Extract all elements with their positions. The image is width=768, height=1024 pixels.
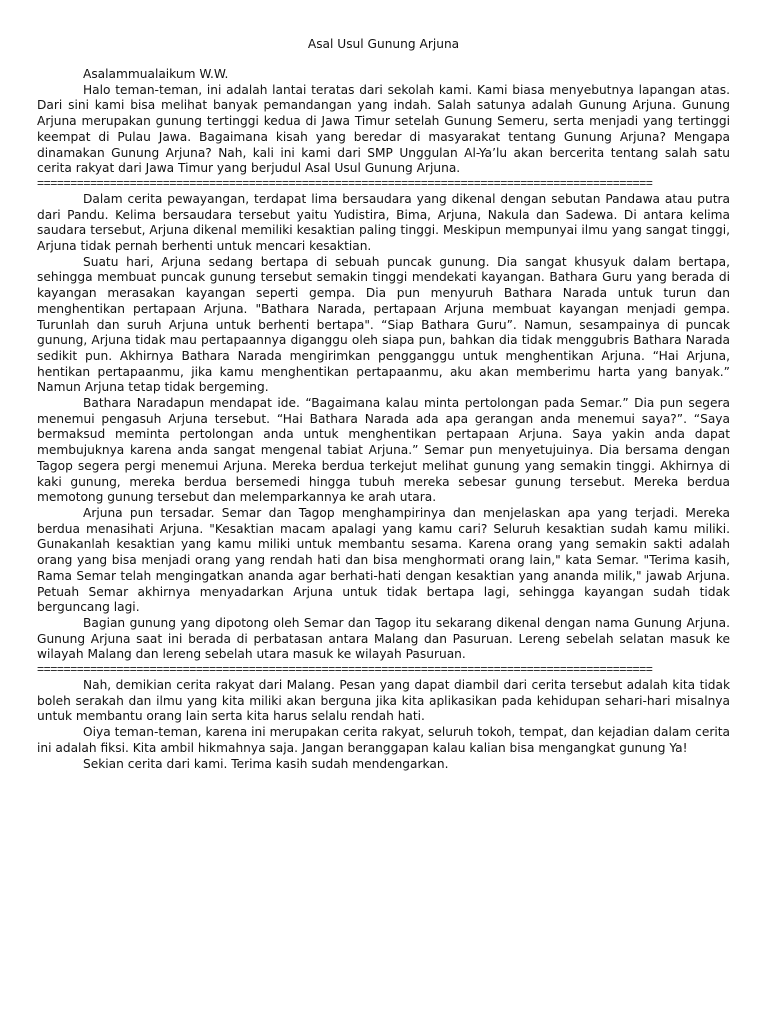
story-paragraph: Dalam cerita pewayangan, terdapat lima bersaudara yang dikenal dengan sebutan Pandawa atau putra dari Pandu. Kelima bersaudara tersebut yaitu Yudistira, Bima, Arjuna, Nakula dan Sadewa. Di antara kelima saudara tersebut, Arjuna dikenal memiliki kesaktian paling tinggi. Meskipun mempunyai ilmu yang sangat tinggi, Arjuna tidak pernah berhenti untuk mencari kesaktian. — [37, 191, 730, 254]
story-paragraph: Bathara Naradapun mendapat ide. “Bagaimana kalau minta pertolongan pada Semar.” Dia pun segera menemui pengasuh Arjuna tersebut. “Hai Bathara Narada ada apa gerangan anda menemui saya?”. “Saya bermaksud meminta pertolongan anda untuk menghentikan pertapaan Arjuna. Saya yakin anda dapat membujuknya karena anda sangat mengenal tabiat Arjuna.” Semar pun menyetujuinya. Dia bersama dengan Tagop segera pergi menemui Arjuna. Mereka berdua terkejut melihat gunung yang semakin tinggi. Akhirnya di kaki gunung, mereka berdua bersemedi hingga tubuh mereka sebesar gunung tersebut. Mereka berdua memotong gunung tersebut dan melemparkannya ke arah utara. — [37, 396, 730, 505]
story-paragraph: Arjuna pun tersadar. Semar dan Tagop menghampirinya dan menjelaskan apa yang terjadi. Mereka berdua menasihati Arjuna. "Kesaktian macam apalagi yang kamu cari? Seluruh kesaktian sudah kamu miliki. Gunakanlah kesaktian yang kamu miliki untuk membantu sesama. Karena orang yang semakin sakti adalah orang yang bisa menjadi orang yang rendah hati dan bisa menghormati orang lain," kata Semar. "Terima kasih, Rama Semar telah mengingatkan ananda agar berhati-hati dengan kesaktian yang ananda milik," jawab Arjuna. Petuah Semar akhirnya menyadarkan Arjuna untuk tidak bertapa lagi, sehingga kayangan sudah tidak berguncang lagi. — [37, 505, 730, 615]
story-paragraph: Suatu hari, Arjuna sedang bertapa di sebuah puncak gunung. Dia sangat khusyuk dalam bertapa, sehingga membuat puncak gunung tersebut semakin tinggi mendekati kayangan. Bathara Guru yang berada di kayangan merasakan kayangan seperti gempa. Dia pun menyuruh Bathara Narada untuk turun dan menghentikan pertapaan Arjuna. "Bathara Narada, pertapaan Arjuna membuat kayangan menjadi gempa. Turunlah dan suruh Arjuna untuk berhenti bertapa". “Siap Bathara Guru”. Namun, sesampainya di puncak gunung, Arjuna tidak mau pertapaannya diganggu oleh siapa pun, bahkan dia tidak menggubris Bathara Narada sedikit pun. Akhirnya Bathara Narada mengirimkan pengganggu untuk menghentikan Arjuna. “Hai Arjuna, hentikan pertapaanmu, jika kamu menghentikan pertapaanmu, aku akan memberimu harta yang banyak.” Namun Arjuna tetap tidak bergeming. — [37, 254, 730, 395]
closing-paragraph: Nah, demikian cerita rakyat dari Malang. Pesan yang dapat diambil dari cerita tersebut adalah kita tidak boleh serakah dan ilmu yang kita miliki akan berguna jika kita aplikasikan pada kehidupan sehari-hari misalnya untuk membantu orang lain serta kita harus selalu rendah hati. — [37, 678, 730, 724]
closing-paragraph: Sekian cerita dari kami. Terima kasih sudah mendengarkan. — [83, 756, 449, 771]
closing-paragraph: Oiya teman-teman, karena ini merupakan cerita rakyat, seluruh tokoh, tempat, dan kejadian dalam cerita ini adalah fiksi. Kita ambil hikmahnya saja. Jangan beranggapan kalau kalian bisa mengangkat gunung Ya! — [37, 725, 730, 755]
document-title: Asal Usul Gunung Arjuna — [307, 37, 460, 51]
greeting: Asalammualaikum W.W. — [83, 67, 229, 81]
section-divider: ============================================================================================= — [37, 177, 653, 188]
section-divider: ============================================================================================= — [37, 664, 653, 675]
intro-paragraph: Halo teman-teman, ini adalah lantai teratas dari sekolah kami. Kami biasa menyebutnya lapangan atas. Dari sini kami bisa melihat banyak pemandangan yang indah. Salah satunya adalah Gunung Arjuna. Gunung Arjuna merupakan gunung tertinggi kedua di Jawa Timur setelah Gunung Semeru, serta menjadi yang tertinggi keempat di Pulau Jawa. Bagaimana kisah yang beredar di masyarakat tentang Gunung Arjuna? Mengapa dinamakan Gunung Arjuna? Nah, kali ini kami dari SMP Unggulan Al-Ya’lu akan bercerita tentang salah satu cerita rakyat dari Jawa Timur yang berjudul Asal Usul Gunung Arjuna. — [37, 82, 730, 176]
story-paragraph: Bagian gunung yang dipotong oleh Semar dan Tagop itu sekarang dikenal dengan nama Gunung Arjuna. Gunung Arjuna saat ini berada di perbatasan antara Malang dan Pasuruan. Lereng sebelah selatan masuk ke wilayah Malang dan lereng sebelah utara masuk ke wilayah Pasuruan. — [37, 615, 730, 662]
